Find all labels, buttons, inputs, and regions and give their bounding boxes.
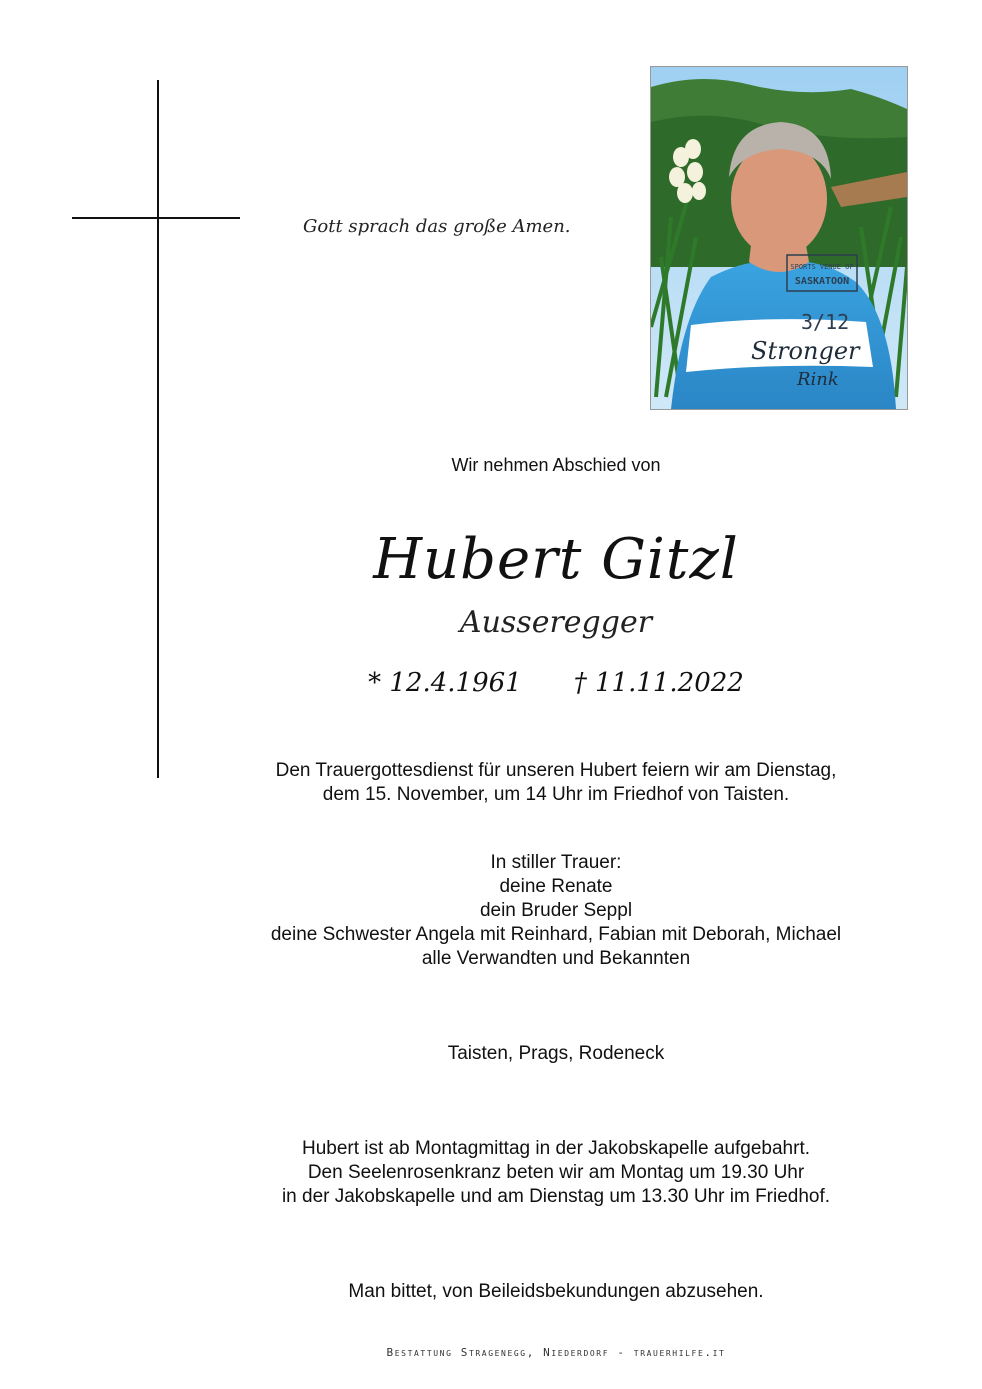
- mourner-line: deine Schwester Angela mit Reinhard, Fabian mit Deborah, Michael: [270, 924, 842, 945]
- cross-vertical-line: [157, 80, 159, 778]
- places: Taisten, Prags, Rodeneck: [447, 1043, 665, 1064]
- mourner-line: dein Bruder Seppl: [479, 900, 633, 921]
- portrait-illustration: [651, 67, 907, 409]
- shirt-text-city: SASKATOON: [794, 276, 850, 287]
- viewing-line: Den Seelenrosenkranz beten wir am Montag um 19.30 Uhr: [307, 1162, 805, 1183]
- birth-date: * 12.4.1961: [368, 668, 522, 698]
- mourners-list: [220, 851, 892, 971]
- viewing-info: [220, 1137, 892, 1209]
- portrait-photo: [650, 66, 908, 410]
- death-date: † 11.11.2022: [573, 668, 744, 698]
- life-dates: [220, 668, 892, 698]
- footer-credit: Bestattung Stragenegg, Niederdorf - trauerhilfe.it: [386, 1346, 726, 1359]
- service-line: dem 15. November, um 14 Uhr im Friedhof von Taisten.: [322, 784, 790, 805]
- maiden-name: Ausseregger: [459, 605, 653, 640]
- shirt-text-venue: SPORTS VENUE OF: [790, 263, 854, 271]
- mourner-line: alle Verwandten und Bekannten: [421, 948, 691, 969]
- service-info: [220, 759, 892, 807]
- mourner-line: deine Renate: [499, 876, 613, 897]
- service-line: Den Trauergottesdienst für unseren Hubert feiern wir am Dienstag,: [275, 760, 837, 781]
- shirt-text-script: Stronger: [751, 337, 860, 365]
- condolence-note: Man bittet, von Beileidsbekundungen abzusehen.: [348, 1281, 764, 1302]
- cross-horizontal-line: [72, 217, 240, 219]
- viewing-line: Hubert ist ab Montagmittag in der Jakobskapelle aufgebahrt.: [301, 1138, 811, 1159]
- quote: Gott sprach das große Amen.: [303, 216, 571, 237]
- viewing-line: in der Jakobskapelle und am Dienstag um 13.30 Uhr im Friedhof.: [281, 1186, 831, 1207]
- mourners-heading: In stiller Trauer:: [490, 852, 622, 873]
- intro-text: Wir nehmen Abschied von: [451, 455, 661, 475]
- deceased-name: Hubert Gitzl: [373, 527, 739, 592]
- shirt-text-number: 3/12: [801, 310, 850, 334]
- shirt-text-rink: Rink: [797, 369, 839, 390]
